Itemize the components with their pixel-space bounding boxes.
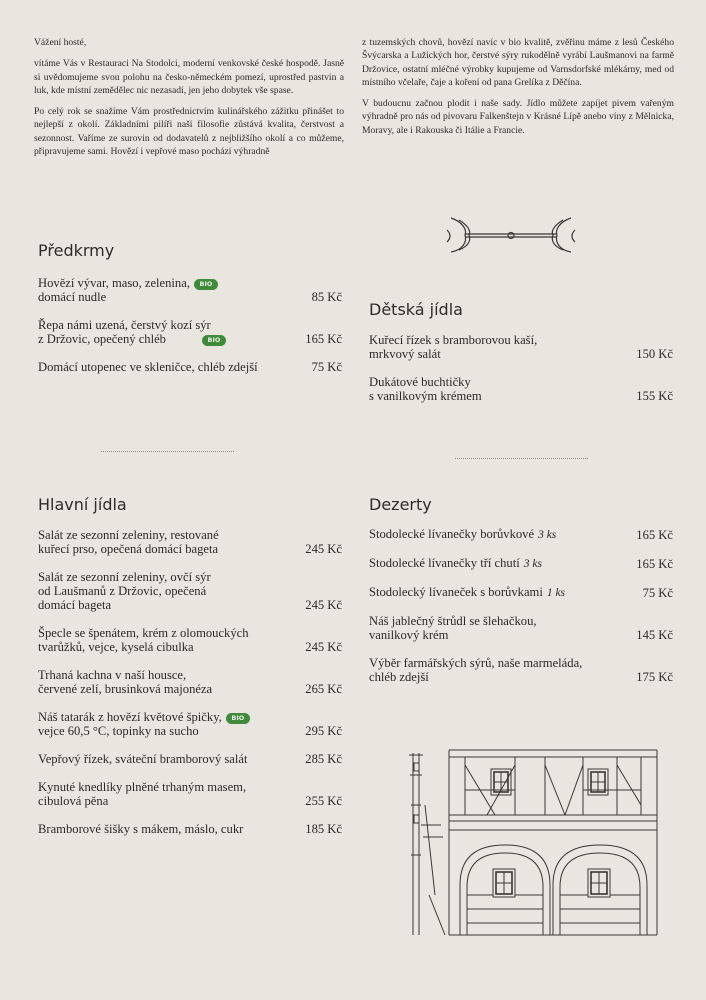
item-name-line2: s vanilkovým krémem [369,389,482,403]
item-name: Výběr farmářských sýrů, naše marmeláda, [369,656,583,670]
item-price: 165 Kč [305,332,342,346]
section-dezerty [369,527,673,684]
intro-left-column [34,36,344,166]
menu-item [38,626,342,654]
item-name-line2: cibulová pěna [38,794,109,808]
item-name-line2: vanilkový krém [369,628,449,642]
section-title-detska: Dětská jídla [369,300,463,319]
menu-item [369,333,673,361]
item-name: Hovězí vývar, maso, zelenina, [38,276,190,290]
menu-item [38,276,342,304]
item-name-line2: vejce 60,5 °C, topinky na sucho [38,724,199,738]
menu-item [369,527,673,542]
item-name: Náš tatarák z hovězí květové špičky, [38,710,222,724]
menu-item [38,360,342,374]
bio-badge: BIO [194,279,218,290]
dotted-divider [455,458,588,459]
item-name-line3: domácí bageta [38,598,112,612]
menu-item [38,570,342,612]
item-name-line2: červené zelí, brusinková majonéza [38,682,213,696]
item-name: Domácí utopenec ve skleničce, chléb zdejší [38,360,258,374]
item-price: 295 Kč [305,724,342,738]
section-title-dezerty: Dezerty [369,495,432,514]
intro-paragraph: vítáme Vás v Restauraci Na Stodolci, moderní venkovské české hospodě. Jasně si uvědomujeme svou polohu na česko-německém pomezí, uprostřed pastvin a luk, kde místní zemědělec nic nezasadí, jen jeho dobytek vše spase. [34,58,344,96]
menu-item [369,585,673,600]
menu-item [369,556,673,571]
section-predkrmy [38,276,342,374]
menu-item [38,528,342,556]
item-name-line2: z Držovic, opečený chléb [38,332,166,346]
menu-item [369,614,673,642]
intro-greeting: Vážení hosté, [34,37,87,48]
item-price: 175 Kč [636,670,673,684]
menu-item [38,668,342,696]
item-name: Stodolecký lívaneček s borůvkami [369,585,543,599]
menu-item [38,752,342,766]
section-title-predkrmy: Předkrmy [38,241,115,260]
item-name: Řepa námi uzená, čerstvý kozí sýr [38,318,211,332]
item-name: Špecle se špenátem, krém z olomouckých [38,626,249,640]
bio-badge: BIO [226,713,250,724]
intro-paragraph: Po celý rok se snažíme Vám prostřednictvím kulinářského zážitku přinášet to nejlepší z okolí. Základními pilíři naší filosofie zůstává kvalita, čerstvost a sezonnost. Vaříme ze surovin od dodavatelů z nejbližšího okolí a co můžeme, připravujeme sami. Hovězí i vepřové maso pochází výhradně [34,106,344,158]
intro-paragraph: V budoucnu začnou plodit i naše sady. Jídlo můžete zapíjet pivem vařeným výhradně pro nás od pivovaru Falkenštejn v Krásné Lípě anebo víny z Mělnicka, Moravy, ale i Rakouska či Itálie a Francie. [362,98,674,136]
item-name-line2: domácí nudle [38,290,107,304]
item-name: Salát ze sezonní zeleniny, restované [38,528,219,542]
item-quantity: 3 ks [523,558,542,570]
menu-item [38,710,342,738]
section-hlavni [38,528,342,836]
item-name: Salát ze sezonní zeleniny, ovčí sýr [38,570,211,584]
item-price: 165 Kč [636,557,673,571]
item-quantity: 3 ks [538,529,557,541]
item-name: Stodolecké lívanečky tří chutí [369,556,520,570]
item-name: Vepřový řízek, sváteční bramborový salát [38,752,248,766]
item-name: Kuřecí řízek s bramborovou kaší, [369,333,538,347]
menu-item [369,375,673,403]
item-price: 165 Kč [636,528,673,542]
section-title-hlavni: Hlavní jídla [38,495,127,514]
item-price: 75 Kč [642,586,673,600]
menu-item [369,656,673,684]
menu-item [38,780,342,808]
section-detska [369,333,673,403]
item-price: 185 Kč [305,822,342,836]
item-name-line2: mrkvový salát [369,347,441,361]
ornament-divider [445,212,577,256]
item-price: 285 Kč [305,752,342,766]
item-name: Dukátové buchtičky [369,375,471,389]
item-price: 245 Kč [305,542,342,556]
item-price: 155 Kč [636,389,673,403]
intro-right-column [362,36,674,145]
item-price: 150 Kč [636,347,673,361]
building-sketch-illustration [405,745,660,940]
item-name: Trhaná kachna v naší housce, [38,668,187,682]
intro-paragraph: z tuzemských chovů, hovězí navíc v bio kvalitě, zvěřinu máme z lesů Českého Švýcarska a Lužických hor, čerstvé sýry rukodělně vyrábí Laušmanovi na farmě Držovice, ostatní mléčné výrobky kupujeme od Varnsdorfské mlékárny, med od místního včelaře, čaje a koření od pana Grelíka z Děčína. [362,37,674,88]
item-price: 145 Kč [636,628,673,642]
item-name-line2: od Laušmanů z Držovic, opečená [38,584,207,598]
item-name-line2: chléb zdejší [369,670,429,684]
item-price: 245 Kč [305,598,342,612]
item-price: 75 Kč [311,360,342,374]
item-name-line2: tvarůžků, vejce, kyselá cibulka [38,640,194,654]
dotted-divider [101,451,234,452]
item-name: Bramborové šišky s mákem, máslo, cukr [38,822,244,836]
item-price: 245 Kč [305,640,342,654]
menu-item [38,318,342,346]
item-quantity: 1 ks [546,587,566,599]
item-price: 255 Kč [305,794,342,808]
bio-badge: BIO [202,335,226,346]
menu-item [38,822,342,836]
item-name-line2: kuřecí prso, opečená domácí bageta [38,542,219,556]
item-name: Náš jablečný štrůdl se šlehačkou, [369,614,537,628]
item-name: Stodolecké lívanečky borůvkové [369,527,535,541]
item-price: 265 Kč [305,682,342,696]
item-name: Kynuté knedlíky plněné trhaným masem, [38,780,247,794]
item-price: 85 Kč [311,290,342,304]
